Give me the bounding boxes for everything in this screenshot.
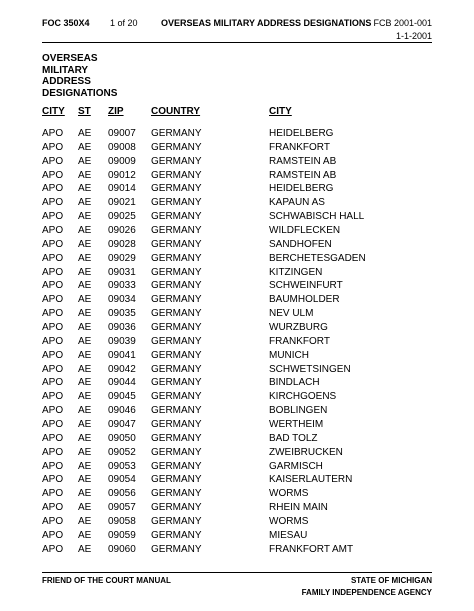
cell-city-name: KITZINGEN bbox=[269, 266, 323, 278]
cell-state: AE bbox=[78, 419, 92, 431]
cell-city: APO bbox=[42, 405, 64, 417]
footer-divider bbox=[42, 572, 432, 573]
cell-city-name: RHEIN MAIN bbox=[269, 502, 328, 514]
cell-country: GERMANY bbox=[151, 419, 202, 431]
cell-country: GERMANY bbox=[151, 474, 202, 486]
table-row bbox=[0, 350, 474, 364]
cell-city-name: HEIDELBERG bbox=[269, 183, 334, 195]
header-divider bbox=[42, 42, 432, 43]
cell-zip: 09028 bbox=[108, 238, 136, 250]
cell-city: APO bbox=[42, 183, 64, 195]
page-number: 1 of 20 bbox=[110, 18, 138, 28]
cell-city: APO bbox=[42, 474, 64, 486]
cell-state: AE bbox=[78, 543, 92, 555]
cell-zip: 09036 bbox=[108, 322, 136, 334]
cell-country: GERMANY bbox=[151, 377, 202, 389]
section-title: OVERSEAS MILITARY ADDRESS DESIGNATIONS bbox=[42, 53, 118, 99]
cell-country: GERMANY bbox=[151, 502, 202, 514]
cell-state: AE bbox=[78, 391, 92, 403]
cell-city-name: WORMS bbox=[269, 488, 309, 500]
cell-state: AE bbox=[78, 141, 92, 153]
cell-city: APO bbox=[42, 308, 64, 320]
cell-state: AE bbox=[78, 335, 92, 347]
cell-state: AE bbox=[78, 432, 92, 444]
cell-state: AE bbox=[78, 377, 92, 389]
cell-city-name: ZWEIBRUCKEN bbox=[269, 446, 343, 458]
cell-country: GERMANY bbox=[151, 197, 202, 209]
cell-city: APO bbox=[42, 543, 64, 555]
cell-zip: 09031 bbox=[108, 266, 136, 278]
cell-state: AE bbox=[78, 155, 92, 167]
cell-city: APO bbox=[42, 128, 64, 139]
cell-city-name: HEIDELBERG bbox=[269, 128, 334, 139]
table-row bbox=[0, 128, 474, 142]
cell-country: GERMANY bbox=[151, 322, 202, 334]
cell-country: GERMANY bbox=[151, 211, 202, 223]
table-row bbox=[0, 267, 474, 281]
cell-country: GERMANY bbox=[151, 155, 202, 167]
cell-city-name: GARMISCH bbox=[269, 460, 323, 472]
cell-city-name: SCHWEINFURT bbox=[269, 280, 343, 292]
cell-city-name: MIESAU bbox=[269, 529, 308, 541]
cell-state: AE bbox=[78, 252, 92, 264]
table-row bbox=[0, 142, 474, 156]
table-row bbox=[0, 391, 474, 405]
effective-date: 1-1-2001 bbox=[395, 31, 432, 41]
column-header-city: CITY bbox=[42, 106, 65, 117]
table-row bbox=[0, 405, 474, 419]
cell-city: APO bbox=[42, 363, 64, 375]
fcb-number: FCB 2001-001 bbox=[373, 18, 432, 28]
cell-city: APO bbox=[42, 169, 64, 181]
cell-country: GERMANY bbox=[151, 488, 202, 500]
cell-city: APO bbox=[42, 197, 64, 209]
cell-state: AE bbox=[78, 405, 92, 417]
cell-city-name: KAISERLAUTERN bbox=[269, 474, 353, 486]
column-header-city-name: CITY bbox=[269, 106, 292, 117]
table-row bbox=[0, 322, 474, 336]
cell-city-name: BERCHETESGADEN bbox=[269, 252, 366, 264]
cell-state: AE bbox=[78, 280, 92, 292]
cell-zip: 09042 bbox=[108, 363, 136, 375]
cell-country: GERMANY bbox=[151, 529, 202, 541]
cell-city-name: WORMS bbox=[269, 516, 309, 528]
cell-state: AE bbox=[78, 266, 92, 278]
cell-city: APO bbox=[42, 155, 64, 167]
cell-country: GERMANY bbox=[151, 308, 202, 320]
column-header-zip: ZIP bbox=[108, 106, 124, 117]
table-row bbox=[0, 308, 474, 322]
table-row bbox=[0, 170, 474, 184]
cell-city: APO bbox=[42, 266, 64, 278]
table-row bbox=[0, 239, 474, 253]
cell-zip: 09044 bbox=[108, 377, 136, 389]
cell-city-name: SCHWABISCH HALL bbox=[269, 211, 365, 223]
footer-state: STATE OF MICHIGAN bbox=[350, 576, 432, 585]
cell-zip: 09009 bbox=[108, 155, 136, 167]
cell-zip: 09047 bbox=[108, 419, 136, 431]
footer-manual-name: FRIEND OF THE COURT MANUAL bbox=[42, 576, 171, 585]
column-header-country: COUNTRY bbox=[151, 106, 201, 117]
cell-country: GERMANY bbox=[151, 432, 202, 444]
cell-city-name: MUNICH bbox=[269, 349, 309, 361]
cell-city-name: BAUMHOLDER bbox=[269, 294, 340, 306]
cell-zip: 09056 bbox=[108, 488, 136, 500]
cell-zip: 09007 bbox=[108, 128, 136, 139]
cell-city-name: FRANKFORT bbox=[269, 141, 330, 153]
cell-city: APO bbox=[42, 280, 64, 292]
cell-zip: 09041 bbox=[108, 349, 136, 361]
page-title: OVERSEAS MILITARY ADDRESS DESIGNATIONS bbox=[161, 18, 372, 28]
cell-city-name: SANDHOFEN bbox=[269, 238, 332, 250]
cell-zip: 09014 bbox=[108, 183, 136, 195]
table-row bbox=[0, 530, 474, 544]
cell-country: GERMANY bbox=[151, 225, 202, 237]
table-row bbox=[0, 225, 474, 239]
table-row bbox=[0, 516, 474, 530]
cell-country: GERMANY bbox=[151, 128, 202, 139]
cell-state: AE bbox=[78, 363, 92, 375]
cell-zip: 09058 bbox=[108, 516, 136, 528]
cell-zip: 09033 bbox=[108, 280, 136, 292]
table-row bbox=[0, 364, 474, 378]
cell-state: AE bbox=[78, 349, 92, 361]
cell-zip: 09060 bbox=[108, 543, 136, 555]
cell-city-name: FRANKFORT bbox=[269, 335, 330, 347]
table-row bbox=[0, 474, 474, 488]
cell-zip: 09012 bbox=[108, 169, 136, 181]
cell-state: AE bbox=[78, 183, 92, 195]
cell-city: APO bbox=[42, 460, 64, 472]
cell-zip: 09021 bbox=[108, 197, 136, 209]
cell-city-name: KIRCHGOENS bbox=[269, 391, 337, 403]
cell-city: APO bbox=[42, 322, 64, 334]
table-row bbox=[0, 253, 474, 267]
cell-city: APO bbox=[42, 391, 64, 403]
table-row bbox=[0, 377, 474, 391]
cell-zip: 09026 bbox=[108, 225, 136, 237]
cell-state: AE bbox=[78, 238, 92, 250]
cell-country: GERMANY bbox=[151, 183, 202, 195]
cell-zip: 09050 bbox=[108, 432, 136, 444]
cell-city: APO bbox=[42, 335, 64, 347]
footer-agency: FAMILY INDEPENDENCE AGENCY bbox=[301, 588, 432, 597]
cell-state: AE bbox=[78, 516, 92, 528]
cell-country: GERMANY bbox=[151, 460, 202, 472]
cell-zip: 09035 bbox=[108, 308, 136, 320]
cell-city: APO bbox=[42, 211, 64, 223]
cell-state: AE bbox=[78, 169, 92, 181]
cell-state: AE bbox=[78, 488, 92, 500]
cell-city-name: RAMSTEIN AB bbox=[269, 155, 337, 167]
table-row bbox=[0, 544, 474, 558]
cell-zip: 09025 bbox=[108, 211, 136, 223]
table-row bbox=[0, 419, 474, 433]
table-row bbox=[0, 280, 474, 294]
cell-zip: 09053 bbox=[108, 460, 136, 472]
table-row bbox=[0, 488, 474, 502]
cell-city-name: KAPAUN AS bbox=[269, 197, 325, 209]
cell-city: APO bbox=[42, 141, 64, 153]
cell-country: GERMANY bbox=[151, 391, 202, 403]
cell-country: GERMANY bbox=[151, 294, 202, 306]
cell-zip: 09034 bbox=[108, 294, 136, 306]
cell-zip: 09059 bbox=[108, 529, 136, 541]
cell-country: GERMANY bbox=[151, 280, 202, 292]
cell-zip: 09039 bbox=[108, 335, 136, 347]
cell-city: APO bbox=[42, 516, 64, 528]
cell-city-name: RAMSTEIN AB bbox=[269, 169, 337, 181]
cell-city: APO bbox=[42, 502, 64, 514]
cell-country: GERMANY bbox=[151, 169, 202, 181]
cell-city: APO bbox=[42, 225, 64, 237]
cell-country: GERMANY bbox=[151, 141, 202, 153]
cell-country: GERMANY bbox=[151, 335, 202, 347]
cell-zip: 09052 bbox=[108, 446, 136, 458]
cell-city-name: BINDLACH bbox=[269, 377, 320, 389]
cell-country: GERMANY bbox=[151, 252, 202, 264]
column-header-state: ST bbox=[78, 106, 91, 117]
cell-state: AE bbox=[78, 308, 92, 320]
cell-city-name: BAD TOLZ bbox=[269, 432, 318, 444]
cell-state: AE bbox=[78, 225, 92, 237]
cell-state: AE bbox=[78, 294, 92, 306]
cell-state: AE bbox=[78, 128, 92, 139]
cell-country: GERMANY bbox=[151, 446, 202, 458]
cell-state: AE bbox=[78, 474, 92, 486]
cell-zip: 09054 bbox=[108, 474, 136, 486]
cell-city: APO bbox=[42, 419, 64, 431]
cell-country: GERMANY bbox=[151, 363, 202, 375]
cell-state: AE bbox=[78, 446, 92, 458]
table-row bbox=[0, 461, 474, 475]
cell-state: AE bbox=[78, 502, 92, 514]
cell-city: APO bbox=[42, 238, 64, 250]
cell-city: APO bbox=[42, 294, 64, 306]
cell-state: AE bbox=[78, 211, 92, 223]
cell-city: APO bbox=[42, 432, 64, 444]
cell-city: APO bbox=[42, 377, 64, 389]
form-number: FOC 350X4 bbox=[42, 18, 90, 28]
cell-zip: 09045 bbox=[108, 391, 136, 403]
cell-city-name: SCHWETSINGEN bbox=[269, 363, 351, 375]
table-row bbox=[0, 156, 474, 170]
cell-city: APO bbox=[42, 488, 64, 500]
cell-zip: 09046 bbox=[108, 405, 136, 417]
cell-city: APO bbox=[42, 252, 64, 264]
cell-zip: 09057 bbox=[108, 502, 136, 514]
cell-state: AE bbox=[78, 460, 92, 472]
cell-city: APO bbox=[42, 446, 64, 458]
table-row bbox=[0, 336, 474, 350]
cell-city-name: FRANKFORT AMT bbox=[269, 543, 354, 555]
cell-country: GERMANY bbox=[151, 516, 202, 528]
cell-country: GERMANY bbox=[151, 238, 202, 250]
table-row bbox=[0, 211, 474, 225]
cell-country: GERMANY bbox=[151, 266, 202, 278]
cell-country: GERMANY bbox=[151, 349, 202, 361]
cell-city: APO bbox=[42, 349, 64, 361]
cell-city-name: WURZBURG bbox=[269, 322, 328, 334]
cell-city-name: WERTHEIM bbox=[269, 419, 324, 431]
cell-zip: 09008 bbox=[108, 141, 136, 153]
cell-city-name: NEV ULM bbox=[269, 308, 314, 320]
cell-state: AE bbox=[78, 322, 92, 334]
cell-zip: 09029 bbox=[108, 252, 136, 264]
cell-city: APO bbox=[42, 529, 64, 541]
table-row bbox=[0, 294, 474, 308]
table-row bbox=[0, 433, 474, 447]
cell-state: AE bbox=[78, 529, 92, 541]
cell-country: GERMANY bbox=[151, 405, 202, 417]
cell-city-name: WILDFLECKEN bbox=[269, 225, 341, 237]
cell-country: GERMANY bbox=[151, 543, 202, 555]
cell-city-name: BOBLINGEN bbox=[269, 405, 328, 417]
table-row bbox=[0, 197, 474, 211]
cell-state: AE bbox=[78, 197, 92, 209]
address-table bbox=[0, 128, 474, 558]
table-row bbox=[0, 502, 474, 516]
table-row bbox=[0, 447, 474, 461]
table-row bbox=[0, 183, 474, 197]
